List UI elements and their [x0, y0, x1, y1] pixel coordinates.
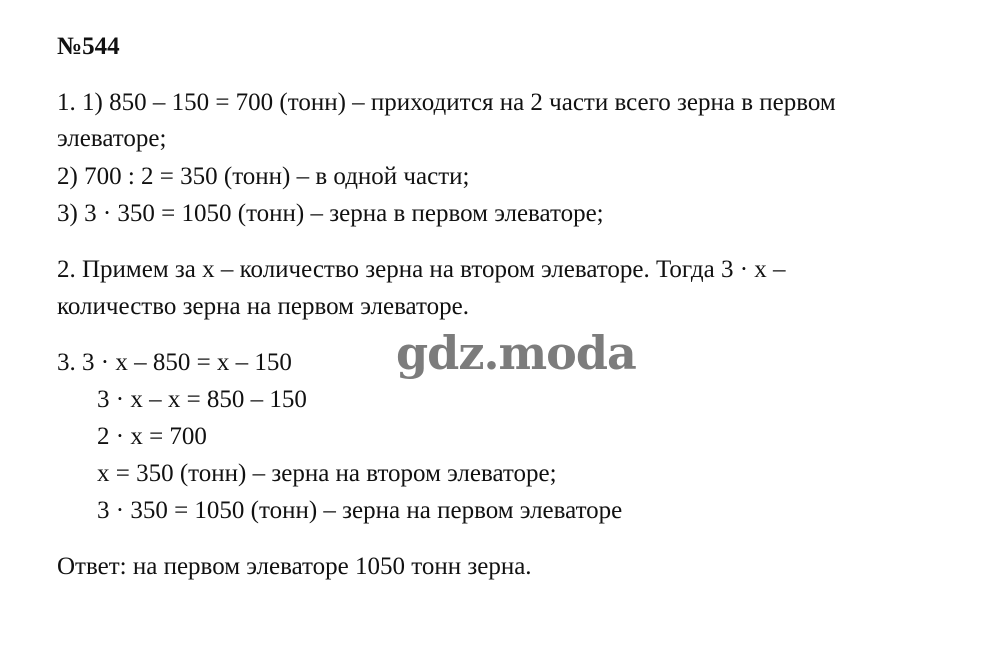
equation-line-2: 3 · х – х = 850 – 150: [97, 386, 307, 413]
text-line-2: элеваторе;: [57, 125, 167, 152]
equation-line-3: 2 · х = 700: [97, 423, 207, 450]
equation-line-1: 3. 3 · х – 850 = х – 150: [57, 349, 292, 376]
text-line-5: 2. Примем за х – количество зерна на втором элеваторе. Тогда 3 · х –: [57, 256, 786, 283]
text-line-6: количество зерна на первом элеваторе.: [57, 293, 469, 320]
answer-line: Ответ: на первом элеваторе 1050 тонн зерна.: [57, 553, 532, 580]
text-line-3: 2) 700 : 2 = 350 (тонн) – в одной части;: [57, 163, 470, 190]
watermark: gdz.moda: [396, 326, 636, 380]
text-line-1: 1. 1) 850 – 150 = 700 (тонн) – приходится на 2 части всего зерна в первом: [57, 89, 836, 116]
equation-line-5: 3 · 350 = 1050 (тонн) – зерна на первом элеваторе: [97, 497, 623, 524]
text-line-4: 3) 3 · 350 = 1050 (тонн) – зерна в первом элеваторе;: [57, 200, 604, 227]
problem-number: №544: [57, 33, 120, 60]
equation-line-4: х = 350 (тонн) – зерна на втором элеваторе;: [97, 460, 557, 487]
